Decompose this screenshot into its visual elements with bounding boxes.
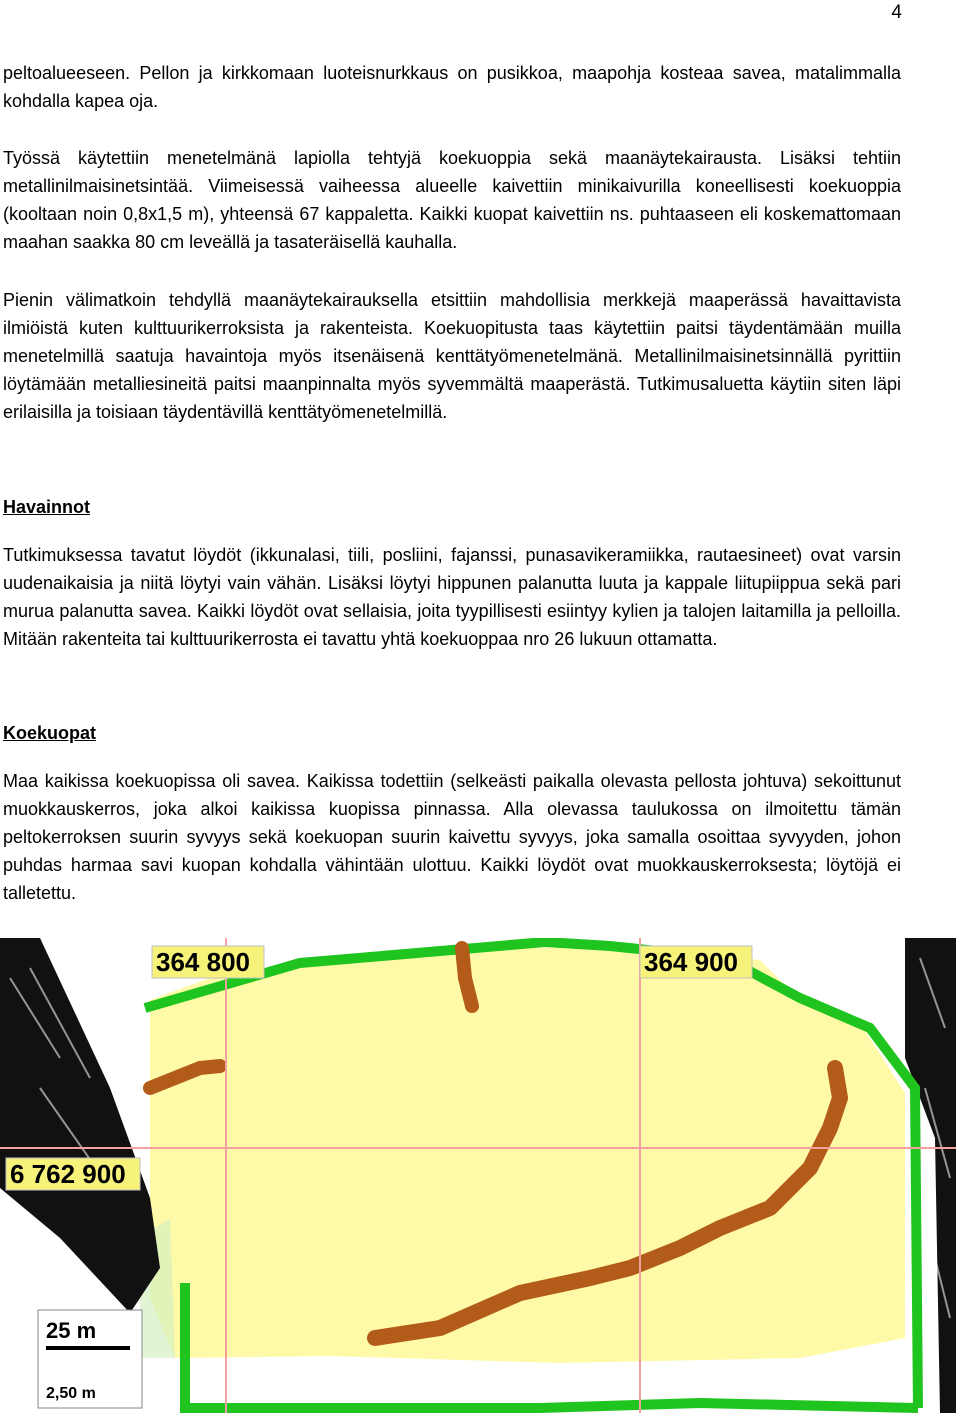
page-number: 4 <box>891 2 902 23</box>
paragraph-koekuopat: Maa kaikissa koekuopissa oli savea. Kaikissa todettiin (selkeästi paikalla olevasta pellosta johtuva) sekoittunut muokkauskerros, joka alkoi kaikissa kuopissa pinnassa. Alla olevassa taulukossa on ilmoitettu tämän peltokerroksen suurin syvyys sekä koekuopan suurin kaivettu syvyys, joka samalla osoittaa syvyyden, johon puhdas harmaa savi kuopan kohdalla vähintään ulottuu. Kaikki löydöt ovat muokkauskerroksesta; löytöjä ei talletettu. <box>3 771 901 903</box>
field-area <box>150 946 905 1363</box>
paragraph-methods: Työssä käytettiin menetelmänä lapiolla tehtyjä koekuoppia sekä maanäytekairausta. Lisäksi tehtiin metallinilmaisinetsintää. Viimeisessä vaiheessa alueelle kaivettiin minikaivurilla koneellisesti koekuoppia (kooltaan noin 0,8x1,5 m), yhteensä 67 kappaletta. Kaikki kuopat kaivettiin ns. puhtaaseen eli koskemattomaan maahan saakka 80 cm leveällä ja tasateräisellä kauhalla. <box>3 148 901 252</box>
scale-label-primary: 25 m <box>46 1318 97 1343</box>
coord-label-x2: 364 900 <box>644 947 738 977</box>
test-pit-map <box>0 938 956 1413</box>
scale-label-secondary: 2,50 m <box>46 1385 96 1402</box>
heading-havainnot: Havainnot <box>3 497 91 517</box>
paragraph-methods-detail: Pienin välimatkoin tehdyllä maanäytekairauksella etsittiin mahdollisia merkkejä maaperässä havaittavista ilmiöistä kuten kulttuurikerroksista ja rakenteista. Koekuopitusta taas käytettiin paitsi täydentämään muilla menetelmillä saatuja havaintoja myös itsenäisenä kenttätyömenetelmänä. Metallinilmaisinetsinnällä pyrittiin löytämään metalliesineitä paitsi maanpinnalta myös syvemmältä maaperästä. Tutkimusaluetta käytiin siten läpi erilaisilla ja toisiaan täydentävillä kenttätyömenetelmillä. <box>3 290 901 422</box>
paragraph-havainnot: Tutkimuksessa tavatut löydöt (ikkunalasi, tiili, posliini, fajanssi, punasavikeramiikka, rautaesineet) ovat varsin uudenaikaisia ja niitä löytyi vain vähän. Lisäksi löytyi hippunen palanutta luuta ja kappale liitupiippua sekä pari murua palanutta savea. Kaikki löydöt ovat sellaisia, joita tyypillisesti esiintyy kylien ja talojen laitamilla ja pelloilla. Mitään rakenteita tai kulttuurikerrosta ei tavattu yhtä koekuoppaa nro 26 lukuun ottamatta. <box>3 545 901 649</box>
coord-label-x1: 364 800 <box>156 947 250 977</box>
heading-koekuopat: Koekuopat <box>3 723 97 743</box>
paragraph-intro: peltoalueeseen. Pellon ja kirkkomaan luoteisnurkkaus on pusikkoa, maapohja kosteaa savea, matalimmalla kohdalla kapea oja. <box>3 63 901 111</box>
coord-label-y: 6 762 900 <box>10 1159 126 1189</box>
scale-bar <box>38 1310 142 1408</box>
